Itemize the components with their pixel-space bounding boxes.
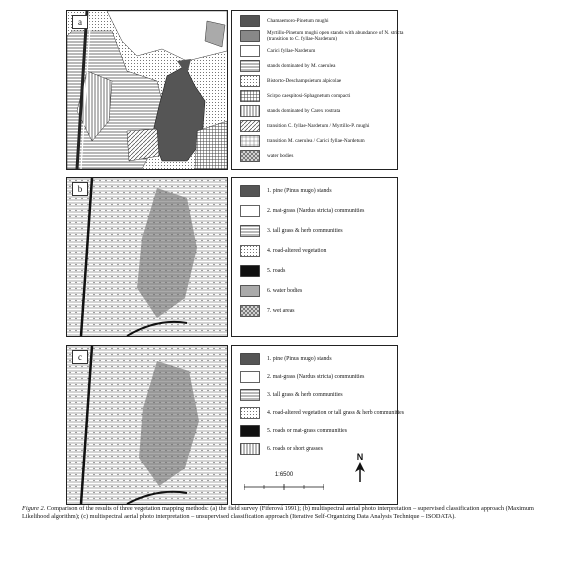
figure-caption	[22, 505, 542, 522]
legend-swatch	[240, 120, 260, 132]
legend-item	[240, 184, 409, 198]
map-panel-c	[66, 345, 228, 505]
north-label: N	[356, 452, 364, 462]
panel-label-b: b	[72, 182, 88, 196]
legend-text: 1. pine (Pinus mugo) stands	[267, 355, 332, 362]
legend-swatch	[240, 185, 260, 197]
legend-item	[240, 406, 409, 420]
legend-swatch	[240, 105, 260, 117]
scale-bar	[244, 472, 324, 496]
legend-item	[240, 44, 407, 58]
legend-swatch	[240, 371, 260, 383]
map-c-svg	[67, 346, 227, 504]
legend-text: Chamaemoro-Pinetum mughi	[267, 18, 329, 24]
caption-lead: Figure 2.	[22, 505, 46, 512]
scale-bar-graphic	[244, 483, 324, 491]
legend-swatch	[240, 75, 260, 87]
legend-text: stands dominated by Carex rostrata	[267, 108, 341, 114]
legend-swatch	[240, 60, 260, 72]
legend-text: transition C. fyllae-Nardetum / Myrtillo-P. mughi	[267, 123, 370, 129]
legend-item	[240, 149, 407, 163]
legend-swatch	[240, 265, 260, 277]
arrow-up-icon	[354, 462, 366, 482]
legend-text: Myrtillo-Pinetum mughi open stands with abundance of N. stricta (transition to C. fyllae-Nardetum)	[267, 30, 404, 42]
legend-text: stands dominated by M. caerulea	[267, 63, 336, 69]
legend-item	[240, 104, 407, 118]
legend-item	[240, 119, 407, 133]
legend-text: Carici fyllae-Nardetum	[267, 48, 316, 54]
legend-swatch	[240, 30, 260, 42]
legend-text: 1. pine (Pinus mugo) stands	[267, 187, 332, 194]
legend-item	[240, 59, 407, 73]
legend-swatch	[240, 245, 260, 257]
legend-text: 6. roads or short grasses	[267, 445, 323, 452]
legend-item	[240, 244, 409, 258]
map-panel-b	[66, 177, 228, 337]
legend-swatch	[240, 305, 260, 317]
legend-swatch	[240, 205, 260, 217]
legend-item	[240, 424, 409, 438]
legend-item	[240, 442, 409, 456]
legend-b	[231, 177, 398, 337]
legend-swatch	[240, 150, 260, 162]
legend-swatch	[240, 353, 260, 365]
legend-swatch	[240, 45, 260, 57]
legend-text: transition M. caerulea / Carici fyllae-Nardetum	[267, 138, 365, 144]
legend-item	[240, 89, 407, 103]
legend-text: water bodies	[267, 153, 294, 159]
legend-text: 6. water bodies	[267, 287, 303, 294]
legend-text: 4. road-altered vegetation	[267, 247, 327, 254]
legend-item	[240, 370, 409, 384]
legend-swatch	[240, 285, 260, 297]
legend-item	[240, 29, 407, 43]
legend-text: 5. roads	[267, 267, 286, 274]
legend-item	[240, 134, 407, 148]
legend-swatch	[240, 407, 260, 419]
legend-text: 2. mat-grass (Nardus stricta) communities	[267, 207, 365, 214]
legend-a	[231, 10, 404, 170]
map-panel-a	[66, 10, 228, 170]
map-b-svg	[67, 178, 227, 336]
panel-label-a: a	[72, 15, 88, 29]
legend-swatch	[240, 389, 260, 401]
legend-swatch	[240, 225, 260, 237]
legend-text: 4. road-altered vegetation or tall grass & herb communities	[267, 409, 404, 416]
legend-swatch	[240, 443, 260, 455]
legend-item	[240, 224, 409, 238]
legend-text: 2. mat-grass (Nardus stricta) communities	[267, 373, 365, 380]
legend-text: 3. tall grass & herb communities	[267, 227, 343, 234]
legend-item	[240, 284, 409, 298]
legend-item	[240, 352, 409, 366]
north-arrow	[354, 452, 366, 484]
legend-swatch	[240, 425, 260, 437]
legend-swatch	[240, 15, 260, 27]
legend-item	[240, 388, 409, 402]
scale-label: 1:6500	[274, 472, 294, 478]
legend-item	[240, 14, 407, 28]
legend-text: 5. roads or mat-grass communities	[267, 427, 348, 434]
legend-item	[240, 304, 409, 318]
legend-text: 3. tall grass & herb communities	[267, 391, 343, 398]
caption-text: Comparison of the results of three vegetation mapping methods: (a) the field survey (Fiferová 1991); (b) multispectral aerial photo interpretation – supervised classification approach (Maximum Likelihood algorithm); (c) multispectral aerial photo interpretation – unsupervised classification approach (Iterative Self-Organizing Data Analysis Technique – ISODATA).	[22, 505, 534, 521]
legend-item	[240, 264, 409, 278]
legend-text: Scirpo caespitosi-Sphagnetum compacti	[267, 93, 351, 99]
legend-text: 7. wet areas	[267, 307, 295, 314]
legend-c	[231, 345, 404, 505]
legend-item	[240, 74, 407, 88]
panel-label-c: c	[72, 350, 88, 364]
legend-swatch	[240, 90, 260, 102]
legend-swatch	[240, 135, 260, 147]
map-a-svg	[67, 11, 227, 169]
legend-text: Bistorto-Deschampsietum alpicolae	[267, 78, 342, 84]
legend-item	[240, 204, 409, 218]
